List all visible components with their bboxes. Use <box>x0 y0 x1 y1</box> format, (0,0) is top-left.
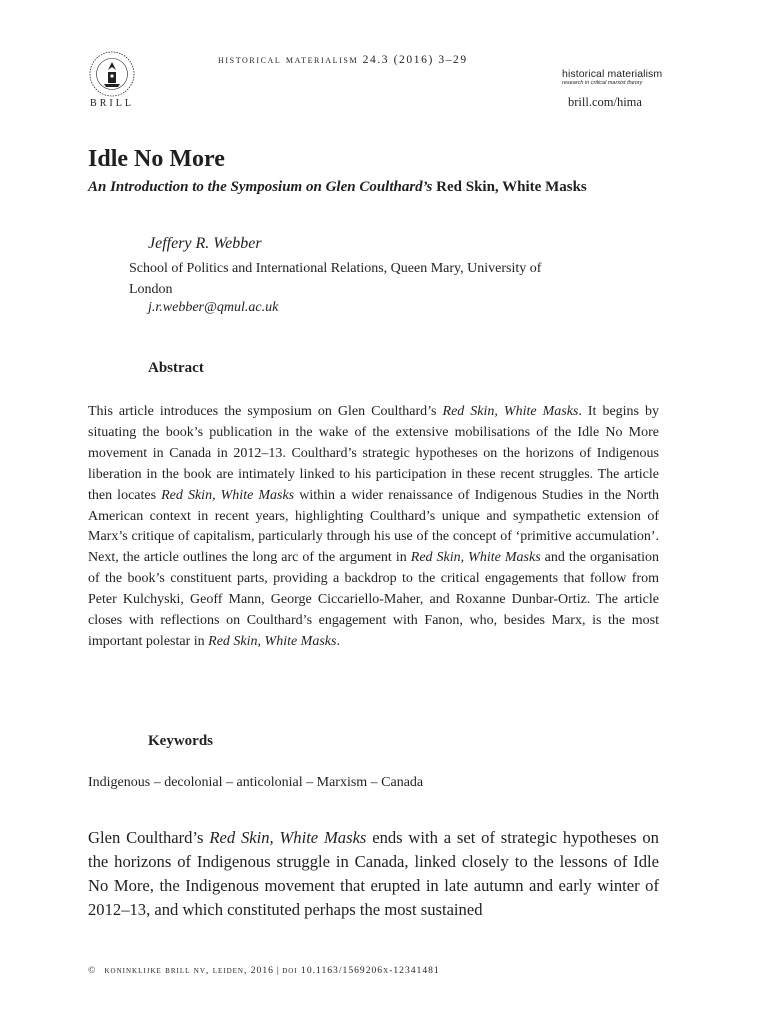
body-segment: ends with a set of strategic hypotheses on the horizons of Indigenous struggle in Canada, linked closely to the lessons of Idle No More, the Indigenous movement that erupted in late autumn and early winter of 2012–13, and which constituted perhaps the most sustained <box>88 828 659 919</box>
abstract-segment: This article introduces the symposium on Glen Coulthard’s <box>88 404 443 419</box>
page-footer <box>88 965 440 976</box>
abstract-book-title: Red Skin, White Masks <box>442 404 579 419</box>
keywords-list: Indigenous – decolonial – anticolonial – Marxism – Canada <box>88 775 424 790</box>
journal-url-link[interactable]: brill.com/hima <box>568 95 642 109</box>
abstract-segment: within a wider renaissance of Indigenous Studies in the North American context in recent years, highlighting Coulthard’s unique and sympathetic extension of Marx’s critique of capitalism, particularly through his use of the concept of ‘primitive accumulation’. Next, the article outlines the long arc of the argument in <box>88 487 659 566</box>
abstract-segment: . <box>336 633 340 649</box>
subtitle-italic: An Introduction to the Symposium on Glen Coulthard’s <box>88 179 433 195</box>
abstract-book-title: Red Skin, White Masks <box>161 487 295 503</box>
keywords-heading: Keywords <box>148 733 213 749</box>
author-affiliation: School of Politics and International Relations, Queen Mary, University of London <box>129 261 542 297</box>
copyright-icon: © <box>88 965 96 976</box>
brill-seal-logo <box>88 50 136 98</box>
abstract-text <box>88 402 659 653</box>
subtitle-book-title: Red Skin, White Masks <box>436 179 587 195</box>
abstract-book-title: Red Skin, White Masks <box>208 633 337 649</box>
abstract-segment: and the organisation of the book’s constituent parts, providing a backdrop to the critical engagements that follow from Peter Kulchyski, Geoff Mann, George Ciccariello-Maher, and Roxanne Dunbar-Ortiz. The article closes with reflections on Coulthard’s engagement with Fanon, who, besides Marx, is the most important polestar in <box>88 550 659 649</box>
author-name: Jeffery R. Webber <box>148 235 262 252</box>
footer-doi-link[interactable]: doi 10.1163/1569206x-12341481 <box>282 965 440 976</box>
body-segment: Glen Coulthard’s <box>88 828 210 847</box>
author-email-link[interactable]: j.r.webber@qmul.ac.uk <box>148 300 279 315</box>
article-subtitle <box>88 177 608 197</box>
footer-publisher: koninklijke brill nv, leiden, 2016 <box>104 965 274 976</box>
abstract-book-title: Red Skin, White Masks <box>410 550 541 566</box>
publisher-name: BRILL <box>90 98 134 109</box>
journal-logo-tagline: research in critical marxist theory <box>562 80 643 86</box>
body-paragraph <box>88 826 659 922</box>
journal-logo-name: historical materialism <box>562 68 663 80</box>
abstract-segment: . It begins by situating the book’s publication in the wake of the extensive mobilisations of the Idle No More movement in Canada in 2012–13. Coulthard’s strategic hypotheses on the horizons of Indigenous liberation in the book are intimately linked to his participation in these recent struggles. The article then locates <box>88 404 660 503</box>
journal-logo <box>562 69 662 87</box>
abstract-heading: Abstract <box>148 360 204 376</box>
footer-separator: | <box>276 965 280 976</box>
journal-citation: historical materialism 24.3 (2016) 3–29 <box>218 54 468 66</box>
body-book-title: Red Skin, White Masks <box>209 828 367 847</box>
article-title: Idle No More <box>88 146 225 172</box>
